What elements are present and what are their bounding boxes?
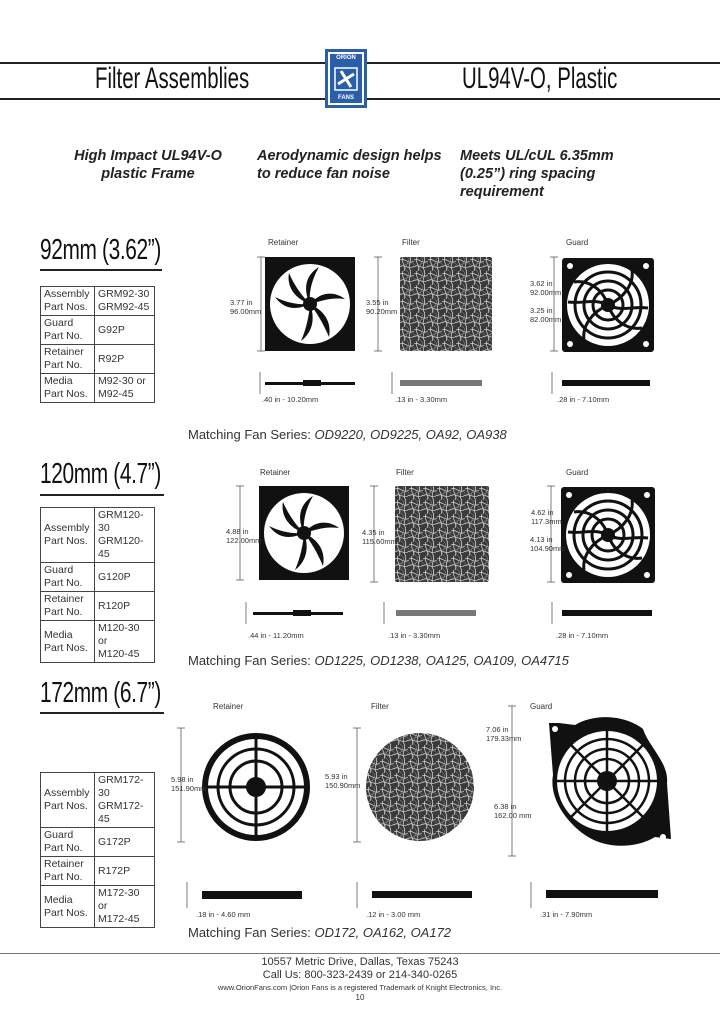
- matching-fan-series-92: Matching Fan Series: OD9220, OD9225, OA92, OA938: [188, 427, 507, 442]
- dim-label: 5.93 in 150.90mm: [325, 772, 361, 790]
- section-underline-172mm: [40, 712, 164, 714]
- table-row: Retainer Part No. R120P: [41, 592, 155, 621]
- dim-label: 4.13 in 104.90mm: [530, 535, 566, 553]
- footer-rule: [0, 953, 720, 954]
- dim-label: .28 in - 7.10mm: [556, 631, 609, 640]
- feature-aerodynamic: Aerodynamic design helps to reduce fan noise: [257, 148, 442, 182]
- dim-label: .18 in - 4.60 mm: [196, 910, 251, 919]
- dim-label: 3.77 in 96.00mm: [230, 298, 262, 316]
- filter-92-profile: [388, 372, 488, 394]
- section-underline-120mm: [40, 494, 164, 496]
- table-row: Media Part Nos. M172-30 or M172-45: [41, 886, 155, 928]
- filter-120-profile: [380, 602, 480, 624]
- caption-retainer: Retainer: [260, 468, 291, 477]
- footer-address: 10557 Metric Drive, Dallas, Texas 75243: [261, 956, 459, 968]
- table-row: Media Part Nos. M92-30 or M92-45: [41, 374, 155, 403]
- table-row: Assembly Part Nos. GRM92-30 GRM92-45: [41, 287, 155, 316]
- spec-table-172mm: [40, 772, 155, 928]
- caption-guard: Guard: [566, 238, 589, 247]
- table-row: Guard Part No. G172P: [41, 828, 155, 857]
- retainer-92-drawing: [265, 257, 365, 357]
- dim-label: 4.62 in 117.3mm: [531, 508, 562, 526]
- dim-label: .13 in - 3.30mm: [388, 631, 441, 640]
- caption-filter: Filter: [396, 468, 414, 477]
- filter-92-drawing: [400, 257, 496, 353]
- feature-ul-spacing: Meets UL/cUL 6.35mm (0.25”) ring spacing requirement: [460, 148, 614, 200]
- spec-table-92mm: [40, 286, 155, 403]
- table-row: Retainer Part No. R172P: [41, 857, 155, 886]
- caption-retainer: Retainer: [213, 702, 244, 711]
- orion-fans-logo: ORION FANS: [325, 49, 367, 108]
- caption-guard: Guard: [530, 702, 553, 711]
- filter-120-drawing: [395, 486, 495, 586]
- filter-172-profile: [352, 882, 482, 908]
- guard-172-profile: [526, 882, 666, 908]
- table-row: Retainer Part No. R92P: [41, 345, 155, 374]
- dim-label: .28 in - 7.10mm: [557, 395, 610, 404]
- fan-logo-icon: [334, 67, 358, 91]
- table-row: Media Part Nos. M120-30 or M120-45: [41, 621, 155, 663]
- guard-92-drawing: [562, 258, 658, 354]
- dim-label: 7.06 in 179.33mm: [486, 725, 522, 743]
- section-underline-92mm: [40, 269, 162, 271]
- section-title-120mm: 120mm (4.7”): [40, 458, 161, 490]
- footer-phone: Call Us: 800-323-2439 or 214-340-0265: [262, 969, 458, 981]
- dim-label: 6.38 in 162.00 mm: [494, 802, 532, 820]
- feature-frame: High Impact UL94V-O plastic Frame: [74, 148, 222, 182]
- dim-label: .31 in - 7.90mm: [540, 910, 593, 919]
- table-row: Guard Part No. G92P: [41, 316, 155, 345]
- dim-label: 4.88 in 122.00mm: [226, 527, 262, 545]
- section-title-92mm: 92mm (3.62”): [40, 234, 161, 266]
- retainer-120-profile: [241, 602, 351, 624]
- table-row: Assembly Part Nos. GRM172-30 GRM172-45: [41, 773, 155, 828]
- page-title-left: Filter Assemblies: [95, 62, 250, 95]
- guard-120-profile: [548, 602, 658, 624]
- caption-filter: Filter: [402, 238, 420, 247]
- dim-label: 5.98 in 151.90mm: [171, 775, 207, 793]
- section-title-172mm: 172mm (6.7”): [40, 677, 161, 709]
- caption-retainer: Retainer: [268, 238, 299, 247]
- dim-label: 3.25 in 82.00mm: [530, 306, 562, 324]
- dim-label: .12 in - 3.00 mm: [366, 910, 421, 919]
- dim-label: 3.55 in 90.20mm: [366, 298, 398, 316]
- table-row: Guard Part No. G120P: [41, 563, 155, 592]
- matching-fan-series-120: Matching Fan Series: OD1225, OD1238, OA125, OA109, OA4715: [188, 653, 569, 668]
- retainer-92-profile: [255, 372, 365, 394]
- page-number: 10: [355, 993, 365, 1002]
- footer-trademark: www.OrionFans.com |Orion Fans is a registered Trademark of Knight Electronics, Inc.: [217, 983, 503, 992]
- filter-172-drawing: [366, 731, 476, 841]
- spec-table-120mm: [40, 507, 155, 663]
- caption-guard: Guard: [566, 468, 589, 477]
- caption-filter: Filter: [371, 702, 389, 711]
- guard-172-drawing: [551, 717, 691, 857]
- dim-label: .13 in - 3.30mm: [395, 395, 448, 404]
- retainer-120-drawing: [259, 486, 359, 586]
- retainer-172-drawing: [201, 731, 311, 841]
- dim-label: .44 in - 11.20mm: [248, 631, 304, 640]
- guard-120-drawing: [561, 487, 661, 587]
- guard-92-profile: [548, 372, 658, 394]
- dim-label: 3.62 in 92.00mm: [530, 279, 562, 297]
- matching-fan-series-172: Matching Fan Series: OD172, OA162, OA172: [188, 925, 452, 940]
- page-title-right: UL94V-O, Plastic: [462, 62, 618, 95]
- table-row: Assembly Part Nos. GRM120-30 GRM120-45: [41, 508, 155, 563]
- dim-label: 4.35 in 115.60mm: [362, 528, 397, 546]
- dim-label: .40 in - 10.20mm: [262, 395, 319, 404]
- retainer-172-profile: [182, 882, 312, 908]
